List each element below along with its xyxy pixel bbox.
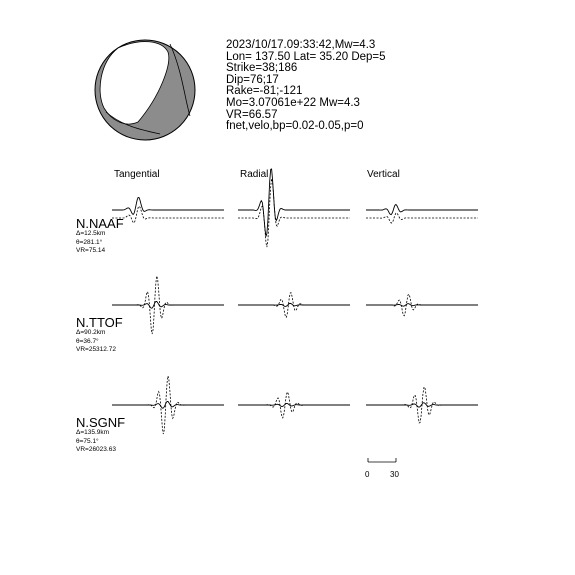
synthetic-trace-naaf-vertical — [366, 213, 478, 223]
station-variance-reduction: VR=25312.72 — [76, 346, 116, 353]
observed-trace-naaf-vertical — [366, 205, 478, 215]
observed-trace-ttof-tangential — [112, 302, 224, 309]
scale-bar-end-label: 30 — [390, 470, 399, 479]
observed-trace-ttof-vertical — [366, 304, 478, 307]
station-label-ttof — [76, 316, 123, 355]
station-name: N.TTOF — [76, 315, 123, 330]
station-distance: Δ=90.2km — [76, 329, 106, 336]
station-azimuth: θ=36.7° — [76, 337, 99, 345]
event-rake: Rake=-81;-121 — [226, 85, 303, 98]
event-variance-reduction: VR=66.57 — [226, 108, 278, 121]
focal-mechanism-beachball — [95, 40, 195, 140]
station-distance: Δ=12.5km — [76, 230, 106, 237]
event-dip: Dip=76;17 — [226, 73, 279, 86]
station-name: N.SGNF — [76, 415, 126, 430]
observed-trace-sgnf-tangential — [112, 402, 224, 409]
event-strike: Strike=38;186 — [226, 62, 298, 75]
station-azimuth: θ=75.1° — [76, 437, 99, 445]
event-processing-params: fnet,velo,bp=0.02-0.05,p=0 — [226, 120, 364, 133]
event-info-block — [226, 40, 386, 133]
scale-bar-start-label: 0 — [365, 470, 370, 479]
waveform-traces — [112, 169, 478, 434]
station-variance-reduction: VR=26023.63 — [76, 446, 116, 453]
column-label-radial: Radial — [240, 169, 269, 180]
observed-trace-naaf-tangential — [112, 198, 224, 215]
time-scale-bar — [368, 458, 396, 462]
event-moment: Mo=3.07061e+22 Mw=4.3 — [226, 96, 360, 109]
column-label-vertical: Vertical — [367, 169, 400, 180]
synthetic-trace-naaf-tangential — [112, 206, 224, 223]
station-variance-reduction: VR=75.14 — [76, 247, 106, 254]
station-name: N.NAAF — [76, 216, 124, 231]
station-distance: Δ=135.9km — [76, 429, 110, 436]
event-location: Lon= 137.50 Lat= 35.20 Dep=5 — [226, 50, 386, 63]
station-azimuth: θ=281.1° — [76, 238, 103, 246]
station-label-naaf — [76, 217, 124, 256]
station-label-sgnf — [76, 416, 125, 455]
column-label-tangential: Tangential — [114, 169, 160, 180]
event-datetime: 2023/10/17.09:33:42,Mw=4.3 — [226, 39, 376, 51]
synthetic-trace-naaf-radial — [238, 179, 350, 248]
